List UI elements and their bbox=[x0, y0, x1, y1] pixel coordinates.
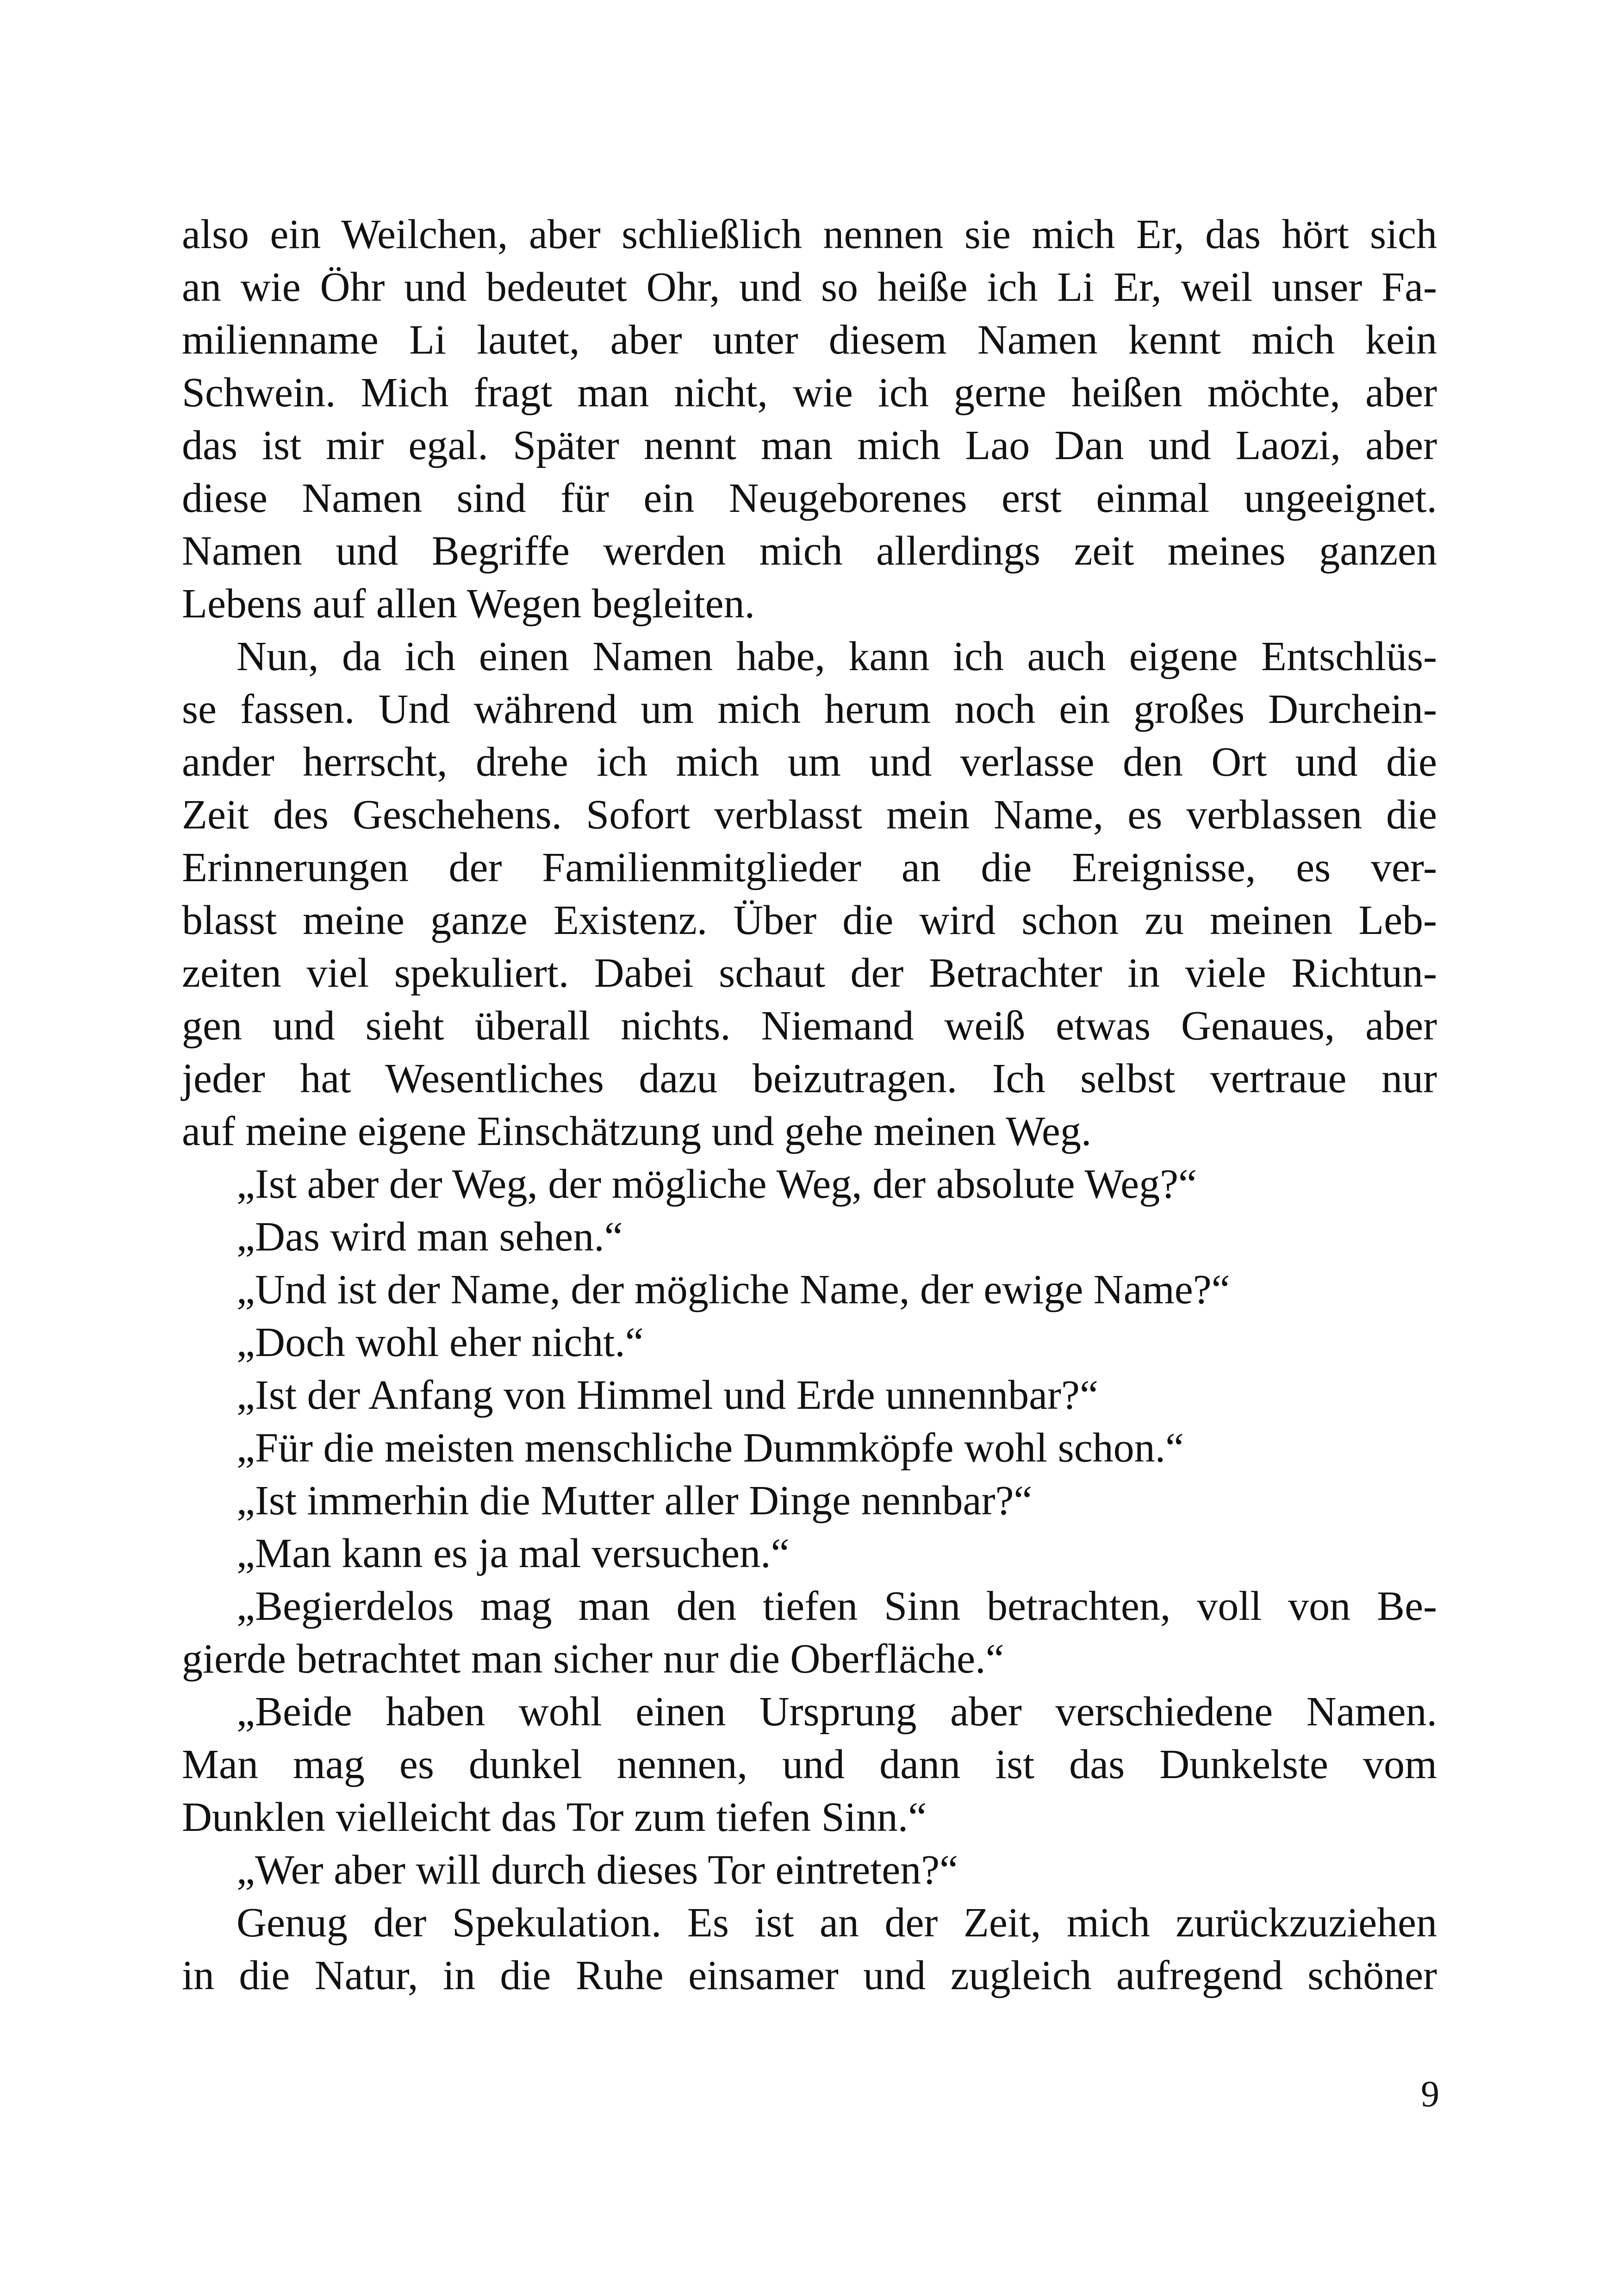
text-line: „Beide haben wohl einen Ursprung aber verschiedene Namen. bbox=[236, 1689, 1437, 1735]
text-line: „Und ist der Name, der mögliche Name, der ewige Name?“ bbox=[236, 1267, 1230, 1313]
text-line: ander herrscht, drehe ich mich um und verlasse den Ort und die bbox=[182, 739, 1437, 785]
text-line: diese Namen sind für ein Neugeborenes erst einmal ungeeignet. bbox=[182, 475, 1437, 521]
text-line: Man mag es dunkel nennen, und dann ist das Dunkelste vom bbox=[182, 1742, 1437, 1787]
text-line: „Ist der Anfang von Himmel und Erde unnennbar?“ bbox=[236, 1372, 1098, 1418]
text-line: zeiten viel spekuliert. Dabei schaut der Betrachter in viele Richtun- bbox=[182, 950, 1437, 996]
text-line: Genug der Spekulation. Es ist an der Zeit, mich zurückzuziehen bbox=[236, 1900, 1437, 1946]
text-line: „Wer aber will durch dieses Tor eintreten?“ bbox=[236, 1847, 958, 1893]
text-line: Erinnerungen der Familienmitglieder an die Ereignisse, es ver- bbox=[182, 845, 1437, 890]
text-line: „Das wird man sehen.“ bbox=[236, 1214, 623, 1260]
text-line: se fassen. Und während um mich herum noch ein großes Durchein- bbox=[182, 686, 1437, 732]
text-line: „Doch wohl eher nicht.“ bbox=[236, 1319, 644, 1365]
text-line: Lebens auf allen Wegen begleiten. bbox=[182, 581, 755, 627]
text-line: Schwein. Mich fragt man nicht, wie ich gerne heißen möchte, aber bbox=[182, 370, 1437, 416]
page-number: 9 bbox=[1421, 2074, 1439, 2115]
text-line: „Begierdelos mag man den tiefen Sinn betrachten, voll von Be- bbox=[236, 1583, 1437, 1629]
text-line: blasst meine ganze Existenz. Über die wird schon zu meinen Leb- bbox=[182, 897, 1437, 943]
body-text bbox=[182, 208, 1437, 2002]
text-line: also ein Weilchen, aber schließlich nennen sie mich Er, das hört sich bbox=[182, 212, 1437, 257]
text-line: gierde betrachtet man sicher nur die Oberfläche.“ bbox=[182, 1636, 1004, 1682]
text-line: in die Natur, in die Ruhe einsamer und zugleich aufregend schöner bbox=[182, 1953, 1437, 1998]
text-line: Zeit des Geschehens. Sofort verblasst mein Name, es verblassen die bbox=[182, 792, 1437, 838]
text-line: gen und sieht überall nichts. Niemand weiß etwas Genaues, aber bbox=[182, 1003, 1437, 1049]
text-line: an wie Öhr und bedeutet Ohr, und so heiße ich Li Er, weil unser Fa- bbox=[182, 264, 1437, 310]
text-line: „Für die meisten menschliche Dummköpfe wohl schon.“ bbox=[236, 1425, 1184, 1471]
text-line: Nun, da ich einen Namen habe, kann ich auch eigene Entschlüs- bbox=[236, 634, 1437, 679]
text-line: milienname Li lautet, aber unter diesem Namen kennt mich kein bbox=[182, 317, 1437, 363]
text-line: Dunklen vielleicht das Tor zum tiefen Sinn.“ bbox=[182, 1794, 927, 1840]
text-line: „Man kann es ja mal versuchen.“ bbox=[236, 1531, 790, 1576]
text-line: jeder hat Wesentliches dazu beizutragen. Ich selbst vertraue nur bbox=[182, 1056, 1437, 1101]
text-line: Namen und Begriffe werden mich allerdings zeit meines ganzen bbox=[182, 528, 1437, 574]
text-line: das ist mir egal. Später nennt man mich Lao Dan und Laozi, aber bbox=[182, 423, 1437, 468]
text-line: „Ist aber der Weg, der mögliche Weg, der absolute Weg?“ bbox=[236, 1161, 1197, 1207]
text-line: „Ist immerhin die Mutter aller Dinge nennbar?“ bbox=[236, 1478, 1033, 1524]
text-line: auf meine eigene Einschätzung und gehe meinen Weg. bbox=[182, 1108, 1092, 1154]
